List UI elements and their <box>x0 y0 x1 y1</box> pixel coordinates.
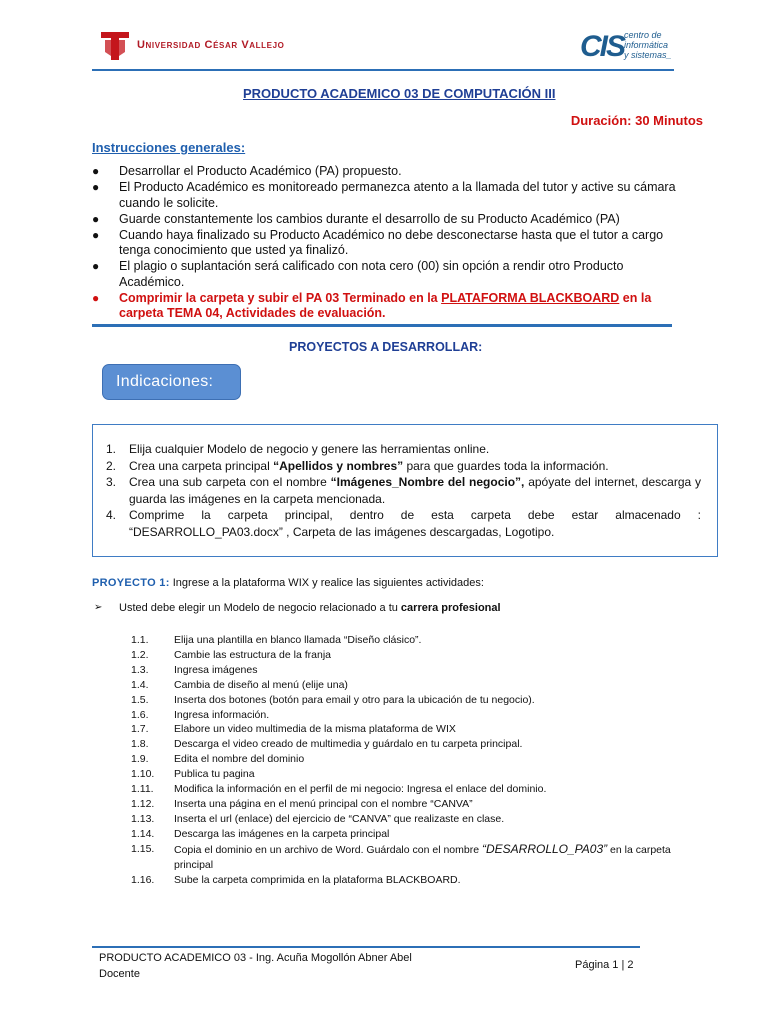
task-text: Ingresa imágenes <box>174 663 258 676</box>
footer-author <box>99 950 412 982</box>
task-number: 1.13. <box>131 812 155 825</box>
task-text: Modifica la información en el perfil de mi negocio: Ingresa el enlace del dominio. <box>174 783 547 796</box>
task-item <box>131 722 691 737</box>
task-number: 1.1. <box>131 634 149 646</box>
task-item <box>131 633 691 648</box>
task-number: 1.14. <box>131 827 155 840</box>
task-text: Descarga el video creado de multimedia y guárdalo en tu carpeta principal. <box>174 738 523 751</box>
task-item <box>131 767 691 782</box>
task-number: 1.16. <box>131 873 155 886</box>
item-text-after: para que guardes toda la información. <box>403 458 609 473</box>
task-item <box>131 782 691 797</box>
task-text-after: en la carpeta principal <box>174 843 671 871</box>
list-item-text: Desarrollar el Producto Académico (PA) propuesto. <box>119 164 402 178</box>
task-text: Ingresa información. <box>174 708 270 721</box>
indicaciones-button[interactable]: Indicaciones: <box>102 364 241 400</box>
project1-label: PROYECTO 1 <box>92 577 166 589</box>
item-number: 4. <box>106 508 117 522</box>
list-item-text: Guarde constantemente los cambios durante el desarrollo de su Producto Académico (PA) <box>119 211 620 226</box>
project1-intro <box>92 577 484 589</box>
list-item <box>106 441 701 458</box>
task-item <box>131 737 691 752</box>
bullet-icon: ● <box>92 180 100 194</box>
list-item-text: El Producto Académico es monitoreado permanezca atento a la llamada del tutor y active su cámara cuando le solicite. <box>119 180 676 210</box>
instructions-list <box>92 164 677 322</box>
business-model-bold: carrera profesional <box>400 602 501 614</box>
task-text: Descarga las imágenes en la carpeta principal <box>174 827 390 840</box>
project1-text: Ingrese a la plataforma WIX y realice las siguientes actividades: <box>169 577 484 589</box>
task-item <box>131 797 691 812</box>
university-name: Universidad César Vallejo <box>137 39 285 51</box>
list-item-upload <box>92 291 677 322</box>
task-text: Elija una plantilla en blanco llamada “Diseño clásico”. <box>174 634 422 646</box>
item-text-after: apóyate del internet, descarga y guarda las imágenes en la carpeta mencionada. <box>129 475 701 506</box>
task-number: 1.10. <box>131 768 155 781</box>
list-item <box>92 259 677 290</box>
item-bold: “Imágenes_Nombre del negocio”, <box>330 475 525 489</box>
task-item <box>131 678 691 693</box>
indicaciones-box <box>92 424 718 557</box>
task-number: 1.3. <box>131 663 149 676</box>
bullet-icon: ● <box>92 164 100 178</box>
cis-line: informática <box>624 40 669 50</box>
task-item <box>131 648 691 663</box>
business-model-text <box>119 602 501 614</box>
list-item <box>106 474 701 507</box>
task-text: Copia el dominio en un archivo de Word. Guárdalo con el nombre <box>174 843 482 856</box>
item-text: Comprime la carpeta principal, dentro de esta carpeta debe estar almacenado : “DESARROLLO_PA03.docx” , Carpeta de las imágenes descargadas, Logotipo. <box>129 508 701 539</box>
item-number: 2. <box>106 458 117 473</box>
task-text: Publica tu pagina <box>174 768 255 781</box>
task-item <box>131 752 691 767</box>
university-logo-icon <box>99 30 131 62</box>
document-title: PRODUCTO ACADEMICO 03 DE COMPUTACIÓN III <box>243 86 556 101</box>
list-item <box>106 507 701 540</box>
item-number: 3. <box>106 475 117 489</box>
task-number: 1.5. <box>131 693 149 706</box>
projects-heading: PROYECTOS A DESARROLLAR: <box>289 340 483 354</box>
task-item <box>131 693 691 708</box>
task-text: Inserta el url (enlace) del ejercicio de “CANVA” que realizaste en clase. <box>174 812 505 825</box>
task-text: Inserta una página en el menú principal con el nombre “CANVA” <box>174 797 473 810</box>
bullet-icon: ● <box>92 259 100 273</box>
task-item <box>131 827 691 842</box>
task-text: Cambie las estructura de la franja <box>174 648 331 661</box>
list-item <box>92 164 677 180</box>
task-text: Elabore un video multimedia de la misma plataforma de WIX <box>174 723 456 736</box>
task-number: 1.12. <box>131 797 155 810</box>
task-filename: “DESARROLLO_PA03” <box>481 841 608 856</box>
task-number: 1.2. <box>131 648 149 661</box>
task-item <box>131 812 691 827</box>
business-model-text-before: Usted debe elegir un Modelo de negocio relacionado a tu <box>119 602 401 614</box>
header-divider <box>92 69 674 71</box>
task-list <box>131 633 691 887</box>
task-number: 1.11. <box>131 783 154 796</box>
task-text: Sube la carpeta comprimida en la plataforma BLACKBOARD. <box>174 873 461 886</box>
blackboard-link[interactable]: PLATAFORMA BLACKBOARD <box>441 290 620 305</box>
arrow-bullet-icon: ➢ <box>94 602 103 613</box>
task-text: Cambia de diseño al menú (elije una) <box>174 678 348 691</box>
bullet-icon: ● <box>92 211 100 226</box>
upload-text-after: en la carpeta TEMA 04, Actividades de evaluación. <box>119 290 652 320</box>
bullet-icon: ● <box>92 290 100 305</box>
task-text: Edita el nombre del dominio <box>174 753 305 766</box>
task-number: 1.15. <box>131 842 155 855</box>
task-item <box>131 663 691 678</box>
item-bold: “Apellidos y nombres” <box>273 458 404 473</box>
page-header <box>92 22 672 70</box>
list-item-text: El plagio o suplantación será calificado con nota cero (00) sin opción a rendir otro Producto Académico. <box>119 259 624 289</box>
task-number: 1.7. <box>131 723 149 736</box>
task-item <box>131 708 691 723</box>
page-number: Página 1 | 2 <box>575 959 634 971</box>
item-number: 1. <box>106 442 117 456</box>
item-text: Crea una carpeta principal <box>129 458 274 473</box>
project1-colon: : <box>165 577 170 589</box>
task-item <box>131 873 691 888</box>
cis-logo-text <box>624 30 672 60</box>
indicaciones-list <box>106 441 701 540</box>
task-item <box>131 842 691 873</box>
cis-line: centro de <box>624 30 662 40</box>
item-text: Elija cualquier Modelo de negocio y genere las herramientas online. <box>129 442 490 456</box>
upload-text-before: Comprimir la carpeta y subir el PA 03 Terminado en la <box>119 290 442 305</box>
cis-logo <box>580 26 672 66</box>
cis-line: y sistemas_ <box>624 50 672 60</box>
list-item-text: Cuando haya finalizado su Producto Académico no debe desconectarse hasta que el tutor a cargo tenga conocimiento que usted ya finalizó. <box>119 227 664 257</box>
task-number: 1.4. <box>131 678 149 691</box>
task-number: 1.8. <box>131 738 149 751</box>
list-item <box>92 180 677 211</box>
bullet-icon: ● <box>92 227 100 242</box>
section-divider <box>92 324 672 327</box>
cis-mark: CIS <box>580 30 625 63</box>
task-number: 1.9. <box>131 753 149 766</box>
footer-line: Docente <box>99 968 140 980</box>
instructions-heading: Instrucciones generales: <box>92 140 246 155</box>
list-item <box>92 228 677 259</box>
list-item <box>92 212 677 228</box>
task-number: 1.6. <box>131 708 149 721</box>
footer-divider <box>92 946 640 948</box>
list-item <box>106 458 701 475</box>
duration-label: Duración: 30 Minutos <box>570 113 703 128</box>
item-text: Crea una sub carpeta con el nombre <box>129 475 331 489</box>
footer-line: PRODUCTO ACADEMICO 03 - Ing. Acuña Mogollón Abner Abel <box>99 952 412 964</box>
task-text: Inserta dos botones (botón para email y otro para la ubicación de tu negocio). <box>174 693 535 706</box>
